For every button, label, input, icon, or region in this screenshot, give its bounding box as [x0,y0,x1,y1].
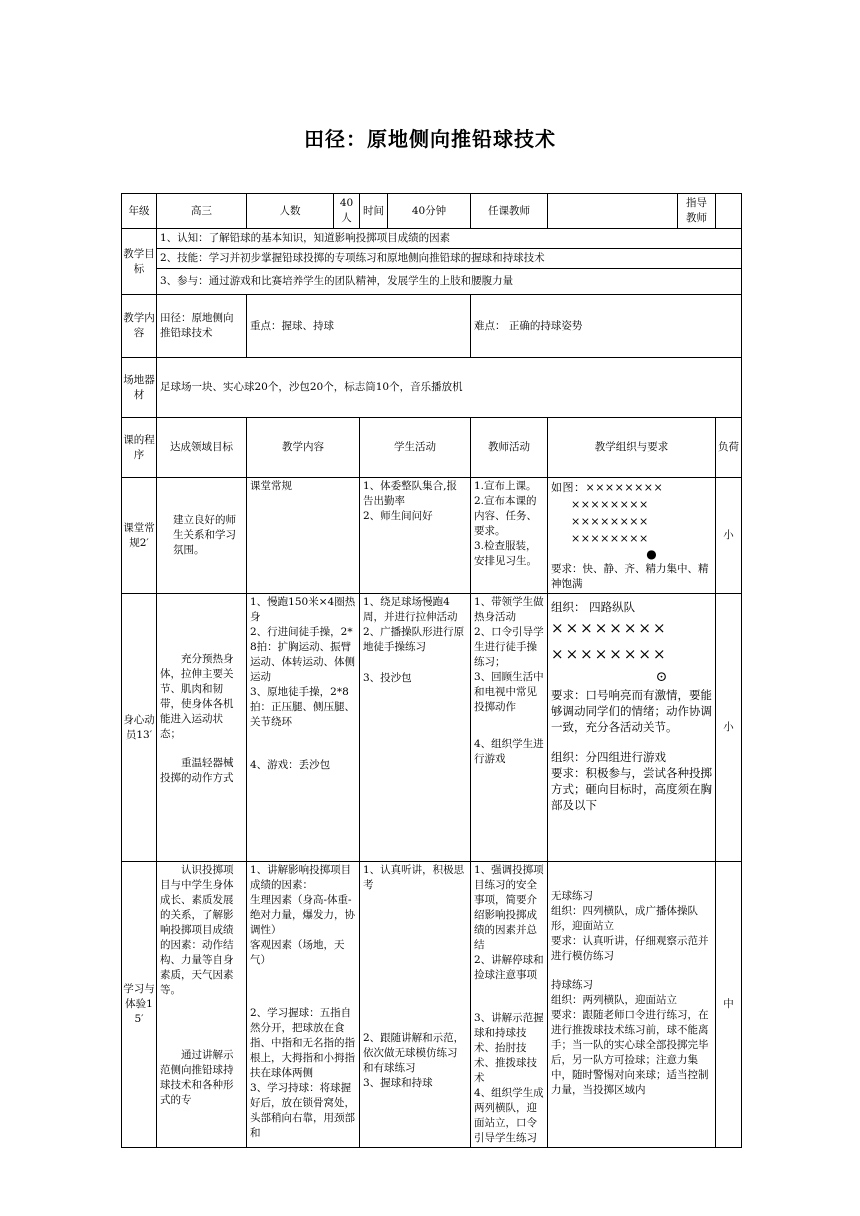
lesson-plan-table [121,193,742,1148]
stage-teacher: 1.宣布上课。 2.宣布本课的内容、任务、要求。 3.检查服装，安排见习生。 [471,478,548,594]
stage-goal-part: 重温轻器械投掷的动作方式 [160,757,234,784]
goal-item: 1、认知：了解铅球的基本知识，知道影响投掷项目成绩的因素 [157,229,742,249]
stage-label: 身心动员13′ [122,594,157,862]
goals-label: 教学目标 [122,229,157,295]
stage-organization [548,594,716,862]
stage-goal: 建立良好的师生关系和学习氛围。 [157,478,247,594]
goals-row-1 [122,229,742,249]
stage-content: 课堂常规 [247,478,360,594]
org-formation-row: ×××××××× [571,515,649,528]
stage-student [360,594,471,862]
grade-label: 年级 [122,194,157,229]
stage-student [360,862,471,1148]
org-requirement: 要求：快、静、齐、精力集中、精神饱满 [551,563,709,590]
count-value: 40人 [334,194,360,229]
stage-student-part: 3、投沙包 [363,672,412,684]
stage-content-part: 1、讲解影响投掷项目成绩的因素： 生理因素（身高-体重-绝对力量，爆发力，协调性） 客观因素（场地，天气） [250,864,355,966]
org-formation-head: 如图：×××××××× [551,481,664,494]
stage-row-learning [122,862,742,1148]
time-label: 时间 [360,194,388,229]
stage-teacher-part: 4、组织学生进行游戏 [474,738,544,765]
teacher-label: 任课教师 [471,194,548,229]
col-load: 负荷 [716,418,742,478]
col-goal: 达成领域目标 [157,418,247,478]
org-formation-row: ×××××××× [551,619,668,637]
teacher-value [548,194,678,229]
stage-organization [548,862,716,1148]
time-value: 40分钟 [388,194,471,229]
teacher-marker-icon: ⊙ [655,669,668,685]
org-formation-head: 组织： 四路纵队 [551,600,636,614]
grade-value: 高三 [157,194,247,229]
stage-teacher [471,594,548,862]
goal-item: 3、参与：通过游戏和比赛培养学生的团队精神，发展学生的上肢和腰腹力量 [157,269,742,295]
key-point: 重点：握球、持球 [247,295,471,358]
col-program: 课的程序 [122,418,157,478]
guide-label: 指导教师 [678,194,716,229]
stage-goal-part: 认识投掷项目与中学生身体成长、素质发展的关系，了解影响投掷项目成绩的因素：动作结构、力量等自身素质，天气因素等。 [160,864,234,996]
stage-student-part: 1、绕足球场慢跑4周，并进行拉伸活动 2、广播操队形进行原地徒手操练习 [363,596,465,653]
stage-goal [157,862,247,1148]
stage-content-part: 2、学习握球：五指自然分开，把球放在食指、中指和无名指的指根上，大拇指和小拇指扶在球体两侧 3、学习持球：将球握好后，放在锁骨窝处，头部稍向右靠，用颈部和 [250,1007,355,1139]
header-info-row [122,194,742,229]
equipment-text: 足球场一块、实心球20个，沙包20个，标志筒10个，音乐播放机 [157,358,742,418]
col-content: 教学内容 [247,418,360,478]
goals-row-3 [122,269,742,295]
stage-content-part: 4、游戏：丢沙包 [250,759,331,771]
org-requirement: 无球练习 组织：四列横队，成广播体操队形，迎面站立 要求：认真听讲，仔细观察示范并进行模仿练习 [551,890,709,962]
stage-goal-part: 充分预热身体，拉伸主要关节、肌肉和韧带，使身体各机能进入运动状态； [160,653,234,740]
stage-student: 1、体委整队集合,报告出勤率 2、师生间问好 [360,478,471,594]
stage-row-warmup [122,594,742,862]
column-header-row [122,418,742,478]
stage-student-part: 1、认真听讲，积极思考 [363,864,465,891]
content-name: 田径：原地侧向推铅球技术 [157,295,247,358]
stage-content-part: 1、慢跑150米×4圈热身 2、行进间徒手操，2*8拍：扩胸运动、振臂运动、体转运动、体侧运动 3、原地徒手操，2*8拍：正压腿、侧压腿、关节绕环 [250,596,356,728]
goals-row-2 [122,249,742,269]
stage-load: 小 [716,594,742,862]
stage-row-routine [122,478,742,594]
stage-load: 中 [716,862,742,1148]
stage-goal-part: 通过讲解示范侧向推铅球持球技术和各种形式的专 [160,1049,234,1106]
stage-label: 课堂常规2′ [122,478,157,594]
content-label: 教学内容 [122,295,157,358]
stage-teacher [471,862,548,1148]
stage-load: 小 [716,478,742,594]
stage-label: 学习与体验15′ [122,862,157,1148]
col-teacher: 教师活动 [471,418,548,478]
teacher-marker-icon: ● [646,547,657,561]
equipment-label: 场地器材 [122,358,157,418]
stage-teacher-part: 1、强调投掷项目练习的安全事项，简要介绍影响投掷成绩的因素并总结 2、讲解停球和捡球注意事项 [474,864,544,981]
stage-content [247,862,360,1148]
org-formation-row: ×××××××× [571,532,649,545]
org-requirement: 持球练习 组织：两列横队，迎面站立 要求：跟随老师口令进行练习，在进行推拨球技术练习前，球不能离手；当一队的实心球全部投掷完毕后，另一队方可捡球；注意力集中，随时警惕对向来球；适当控制力量，当投掷区域内 [551,979,709,1096]
org-requirement: 要求：口号响亮而有激情，要能够调动同学们的情绪；动作协调一致，充分各活动关节。 [551,688,712,734]
col-org: 教学组织与要求 [548,418,716,478]
org-formation-row: ×××××××× [571,498,649,511]
stage-content [247,594,360,862]
equipment-row [122,358,742,418]
stage-teacher-part: 1、带领学生做热身活动 2、口令引导学生进行徒手操练习； 3、回顾生活中和电视中常见投掷动作 [474,596,544,713]
stage-teacher-part: 3、讲解示范握球和持球技术、抬肘技术、推拨球技术 4、组织学生成两列横队，迎面站立，口令引导学生练习 [474,1012,544,1144]
content-row [122,295,742,358]
count-label: 人数 [247,194,334,229]
org-requirement: 组织：分四组进行游戏 要求：积极参与，尝试各种投掷方式；砸向目标时，高度须在胸部及以下 [551,750,712,812]
page-title: 田径：原地侧向推铅球技术 [304,127,556,151]
stage-student-part: 2、跟随讲解和示范，依次做无球模仿练习和有球练习 3、握球和持球 [363,1032,465,1089]
guide-value [716,194,742,229]
difficulty: 难点： 正确的持球姿势 [471,295,742,358]
goal-item: 2、技能：学习并初步掌握铅球投掷的专项练习和原地侧向推铅球的握球和持球技术 [157,249,742,269]
stage-goal [157,594,247,862]
stage-organization [548,478,716,594]
col-student: 学生活动 [360,418,471,478]
org-formation-row: ×××××××× [551,645,668,663]
